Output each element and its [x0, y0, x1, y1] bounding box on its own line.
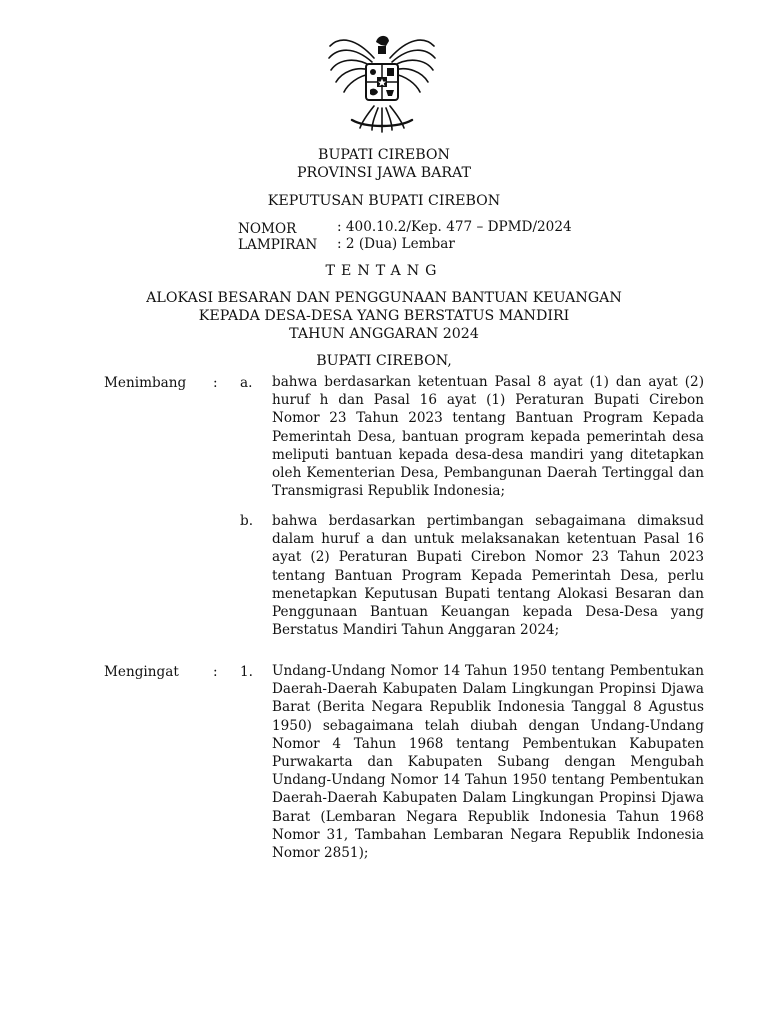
bupati-line: BUPATI CIREBON, [316, 353, 452, 369]
menimbang-colon: : [213, 375, 218, 391]
subject-line-2: KEPADA DESA-DESA YANG BERSTATUS MANDIRI [198, 308, 570, 324]
subject-line-3: TAHUN ANGGARAN 2024 [289, 326, 479, 342]
lampiran-label: LAMPIRAN [238, 237, 318, 253]
menimbang-label: Menimbang [104, 375, 187, 391]
nomor-value: : 400.10.2/Kep. 477 – DPMD/2024 [337, 219, 572, 235]
menimbang-item-a-text: bahwa berdasarkan ketentuan Pasal 8 ayat (1) dan ayat (2) huruf h dan Pasal 16 ayat (1) Peraturan Bupati Cirebon Nomor 23 Tahun 2023 tentang Bantuan Program Kepada Pemerintah Desa, bantuan program kepada pemerintah desa meliputi bantuan kepada desa-desa mandiri yang ditetapkan oleh Kementerian Desa, Pembangunan Daerah Tertinggal dan Transmigrasi Republik Indonesia; [272, 374, 704, 500]
garuda-emblem-icon [326, 28, 438, 134]
nomor-label: NOMOR [238, 221, 297, 237]
mengingat-item-1-text: Undang-Undang Nomor 14 Tahun 1950 tentang Pembentukan Daerah-Daerah Kabupaten Dalam Lingkungan Propinsi Djawa Barat (Berita Negara Republik Indonesia Tanggal 8 Agustus 1950) sebagaimana telah diubah dengan Undang-Undang Nomor 4 Tahun 1968 tentang Pembentukan Kabupaten Purwakarta dan Kabupaten Subang dengan Mengubah Undang-Undang Nomor 14 Tahun 1950 tentang Pembentukan Daerah-Daerah Kabupaten Dalam Lingkungan Propinsi Djawa Barat (Lembaran Negara Republik Indonesia Tahun 1968 Nomor 31, Tambahan Lembaran Negara Republik Indonesia Nomor 2851); [272, 663, 704, 862]
tentang-heading: TENTANG [325, 263, 443, 279]
menimbang-item-b-text: bahwa berdasarkan pertimbangan sebagaimana dimaksud dalam huruf a dan untuk melaksanakan ketentuan Pasal 16 ayat (2) Peraturan Bupati Cirebon Nomor 23 Tahun 2023 tentang Bantuan Program Kepada Pemerintah Desa, perlu menetapkan Keputusan Bupati tentang Alokasi Besaran dan Penggunaan Bantuan Keuangan kepada Desa-Desa yang Berstatus Mandiri Tahun Anggaran 2024; [272, 513, 704, 639]
menimbang-item-b-marker: b. [240, 513, 254, 529]
menimbang-item-a-marker: a. [240, 375, 253, 391]
mengingat-colon: : [213, 664, 218, 680]
document-title: KEPUTUSAN BUPATI CIREBON [267, 193, 501, 209]
header-line-2: PROVINSI JAWA BARAT [297, 165, 471, 181]
mengingat-item-1-marker: 1. [240, 664, 253, 680]
subject-line-1: ALOKASI BESARAN DAN PENGGUNAAN BANTUAN KEUANGAN [146, 290, 622, 306]
lampiran-value: : 2 (Dua) Lembar [337, 236, 455, 252]
mengingat-label: Mengingat [104, 664, 179, 680]
header-line-1: BUPATI CIREBON [318, 147, 450, 163]
